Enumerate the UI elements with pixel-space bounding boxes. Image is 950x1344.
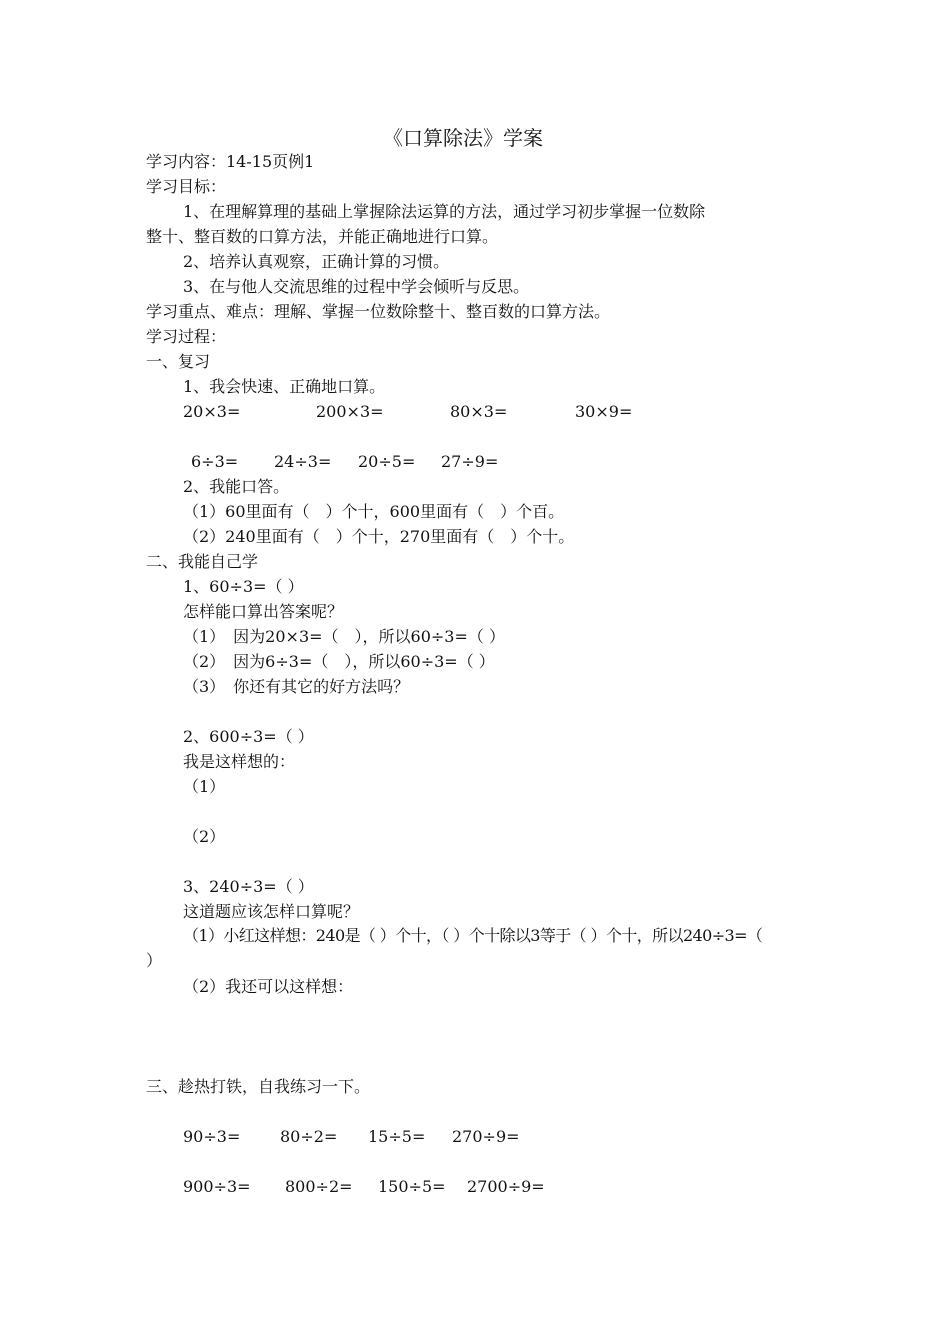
sub-question-continuation: ） — [146, 951, 163, 970]
sub-question: （1） — [183, 777, 226, 796]
sub-question: （1）60里面有（ ）个十，600里面有（ ）个百。 — [183, 502, 565, 521]
objective-line: 1、在理解算理的基础上掌握除法运算的方法，通过学习初步掌握一位数除 — [183, 202, 706, 221]
division-row — [0, 452, 950, 472]
problem: 20×3= — [183, 402, 241, 421]
content-line: 学习内容：14-15页例1 — [146, 152, 315, 171]
problem: 150÷5= — [378, 1177, 446, 1196]
sub-question: （1）小红这样想：240是（ ）个十，（ ）个十除以3等于（ ）个十，所以240÷3=（ — [183, 926, 763, 945]
problem: 15÷5= — [368, 1127, 426, 1146]
problem: 20÷5= — [358, 452, 416, 471]
problem: 2700÷9= — [467, 1177, 545, 1196]
question: 1、60÷3=（ ） — [183, 577, 304, 596]
problem: 270÷9= — [452, 1127, 520, 1146]
problem: 900÷3= — [183, 1177, 251, 1196]
document-title: 《口算除法》学案 — [383, 126, 543, 150]
sub-question: （2）我还可以这样想： — [183, 977, 354, 996]
objective-line: 整十、整百数的口算方法，并能正确地进行口算。 — [146, 227, 499, 246]
problem: 80÷2= — [280, 1127, 338, 1146]
objectives-label: 学习目标： — [146, 177, 227, 196]
question: 2、600÷3=（ ） — [183, 727, 314, 746]
problem: 30×9= — [575, 402, 633, 421]
sub-question: （3） 你还有其它的好方法吗？ — [183, 677, 410, 696]
problem: 80×3= — [450, 402, 508, 421]
prompt: 我是这样想的： — [183, 752, 296, 771]
objective-line: 3、在与他人交流思维的过程中学会倾听与反思。 — [183, 277, 530, 296]
practice-row — [0, 1177, 950, 1197]
prompt: 这道题应该怎样口算呢？ — [183, 902, 360, 921]
sub-question: （2） — [183, 827, 226, 846]
objective-line: 2、培养认真观察，正确计算的习惯。 — [183, 252, 450, 271]
question: 2、我能口答。 — [183, 477, 290, 496]
problem: 800÷2= — [285, 1177, 353, 1196]
prompt: 怎样能口算出答案呢？ — [183, 602, 344, 621]
key-points: 学习重点、难点：理解、掌握一位数除整十、整百数的口算方法。 — [146, 302, 611, 321]
question: 3、240÷3=（ ） — [183, 877, 314, 896]
multiplication-row — [0, 402, 950, 422]
problem: 200×3= — [316, 402, 384, 421]
sub-question: （2）240里面有（ ）个十，270里面有（ ）个十。 — [183, 527, 575, 546]
practice-row — [0, 1127, 950, 1147]
section-heading: 二、我能自己学 — [146, 552, 259, 571]
problem: 90÷3= — [183, 1127, 241, 1146]
sub-question: （2） 因为6÷3=（ ），所以60÷3=（ ） — [183, 652, 495, 671]
problem: 27÷9= — [441, 452, 499, 471]
problem: 6÷3= — [191, 452, 239, 471]
section-heading: 三、趁热打铁，自我练习一下。 — [146, 1077, 371, 1096]
section-heading: 一、复习 — [146, 352, 211, 371]
process-label: 学习过程： — [146, 327, 227, 346]
question: 1、我会快速、正确地口算。 — [183, 377, 386, 396]
problem: 24÷3= — [274, 452, 332, 471]
sub-question: （1） 因为20×3=（ ），所以60÷3=（ ） — [183, 627, 505, 646]
